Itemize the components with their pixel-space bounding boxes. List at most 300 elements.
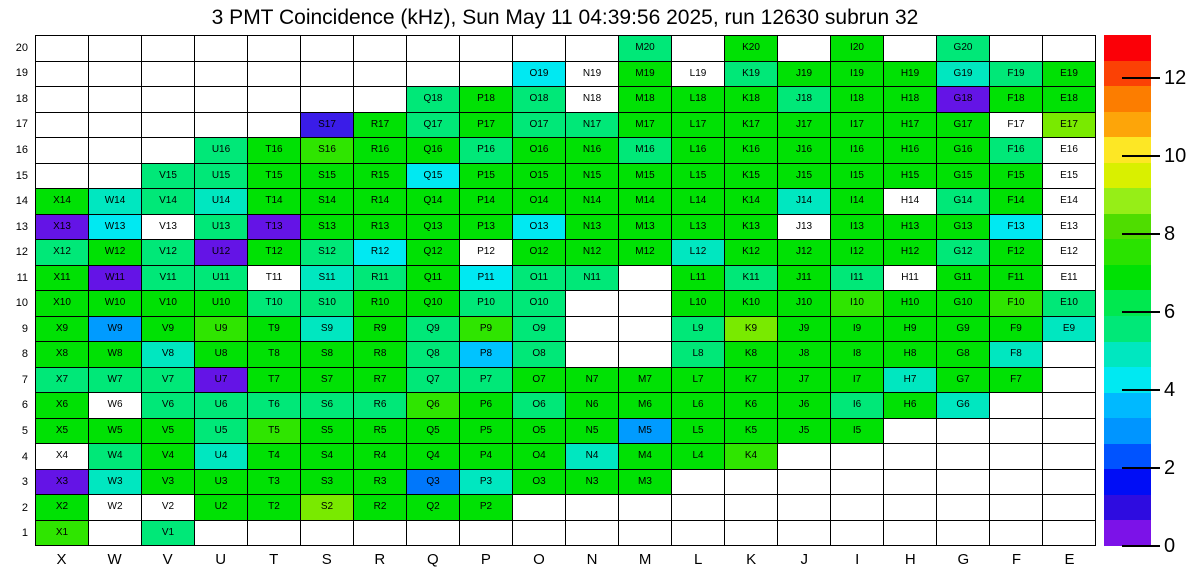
heatmap-cell: [142, 36, 194, 61]
colorbar-segment: [1104, 61, 1151, 87]
heatmap-cell: U2: [195, 495, 247, 520]
heatmap-cell: [407, 36, 459, 61]
colorbar-tick-line: [1122, 389, 1160, 391]
heatmap-cell: [248, 113, 300, 138]
heatmap-cell: X12: [36, 240, 88, 265]
heatmap-cell: W13: [89, 215, 141, 240]
heatmap-cell: [884, 470, 936, 495]
heatmap-cell: V7: [142, 368, 194, 393]
heatmap-cell: X7: [36, 368, 88, 393]
heatmap-cell: X11: [36, 266, 88, 291]
heatmap-cell: E15: [1043, 164, 1095, 189]
heatmap-cell: [195, 36, 247, 61]
heatmap-cell: N7: [566, 368, 618, 393]
column-label: V: [162, 551, 173, 568]
heatmap-cell: T13: [248, 215, 300, 240]
heatmap-cell: [407, 521, 459, 546]
heatmap-cell: O17: [513, 113, 565, 138]
heatmap-cell: O13: [513, 215, 565, 240]
heatmap-cell: I5: [831, 419, 883, 444]
colorbar-segment: [1104, 86, 1151, 112]
heatmap-cell: M5: [619, 419, 671, 444]
heatmap-cell: X8: [36, 342, 88, 367]
heatmap-cell: [1043, 368, 1095, 393]
heatmap-cell: [937, 521, 989, 546]
heatmap-cell: [566, 521, 618, 546]
heatmap-cell: T15: [248, 164, 300, 189]
heatmap-cell: V10: [142, 291, 194, 316]
colorbar-tick-line: [1122, 155, 1160, 157]
heatmap-cell: X13: [36, 215, 88, 240]
heatmap-cell: O14: [513, 189, 565, 214]
heatmap-cell: T14: [248, 189, 300, 214]
heatmap-cell: N5: [566, 419, 618, 444]
row-label: 14: [15, 195, 28, 208]
heatmap-cell: K20: [725, 36, 777, 61]
heatmap-cell: [142, 138, 194, 163]
heatmap-cell: K13: [725, 215, 777, 240]
heatmap-cell: [354, 521, 406, 546]
heatmap-cell: M20: [619, 36, 671, 61]
heatmap-cell: T16: [248, 138, 300, 163]
heatmap-cell: N15: [566, 164, 618, 189]
heatmap-cell: T2: [248, 495, 300, 520]
colorbar-tick-line: [1122, 77, 1160, 79]
heatmap-cell: [195, 113, 247, 138]
heatmap-cell: V15: [142, 164, 194, 189]
heatmap-cell: T8: [248, 342, 300, 367]
row-label: 20: [15, 41, 28, 54]
heatmap-cell: H8: [884, 342, 936, 367]
column-label: N: [586, 551, 598, 568]
heatmap-cell: M13: [619, 215, 671, 240]
heatmap-cell: [460, 521, 512, 546]
heatmap-cell: J13: [778, 215, 830, 240]
heatmap-cell: [725, 470, 777, 495]
heatmap-cell: O4: [513, 444, 565, 469]
heatmap-cell: P15: [460, 164, 512, 189]
heatmap-cell: N14: [566, 189, 618, 214]
heatmap-cell: I13: [831, 215, 883, 240]
heatmap-cell: R4: [354, 444, 406, 469]
heatmap-cell: I10: [831, 291, 883, 316]
colorbar-segment: [1104, 469, 1151, 495]
heatmap-cell: F12: [990, 240, 1042, 265]
heatmap-cell: [36, 36, 88, 61]
heatmap-cell: R5: [354, 419, 406, 444]
colorbar-segment: [1104, 316, 1151, 342]
heatmap-cell: K14: [725, 189, 777, 214]
column-label: L: [693, 551, 703, 568]
heatmap-cell: J16: [778, 138, 830, 163]
heatmap-cell: [301, 36, 353, 61]
heatmap-cell: S10: [301, 291, 353, 316]
heatmap-cell: [672, 495, 724, 520]
heatmap-cell: J17: [778, 113, 830, 138]
colorbar-segment: [1104, 393, 1151, 419]
heatmap-cell: G12: [937, 240, 989, 265]
heatmap-cell: Q16: [407, 138, 459, 163]
heatmap-cell: V14: [142, 189, 194, 214]
heatmap-cell: T4: [248, 444, 300, 469]
heatmap-cell: R16: [354, 138, 406, 163]
heatmap-cell: [990, 36, 1042, 61]
heatmap-cell: [778, 444, 830, 469]
heatmap-cell: L13: [672, 215, 724, 240]
column-label: R: [374, 551, 386, 568]
heatmap-cell: O18: [513, 87, 565, 112]
heatmap-cell: [36, 113, 88, 138]
heatmap-cell: I14: [831, 189, 883, 214]
heatmap-cell: [248, 521, 300, 546]
heatmap-cell: [990, 419, 1042, 444]
heatmap-cell: F15: [990, 164, 1042, 189]
heatmap-cell: Q14: [407, 189, 459, 214]
column-label: T: [269, 551, 279, 568]
row-label: 15: [15, 169, 28, 182]
row-label: 10: [15, 297, 28, 310]
heatmap-cell: [354, 62, 406, 87]
heatmap-cell: [990, 393, 1042, 418]
heatmap-cell: [460, 62, 512, 87]
heatmap-cell: J14: [778, 189, 830, 214]
heatmap-cell: P16: [460, 138, 512, 163]
heatmap-cell: L7: [672, 368, 724, 393]
heatmap-cell: [1043, 470, 1095, 495]
heatmap-cell: W8: [89, 342, 141, 367]
heatmap-cell: H7: [884, 368, 936, 393]
heatmap-cell: H12: [884, 240, 936, 265]
heatmap-cell: W10: [89, 291, 141, 316]
heatmap-cell: F8: [990, 342, 1042, 367]
heatmap-cell: G19: [937, 62, 989, 87]
heatmap-cell: R9: [354, 317, 406, 342]
heatmap-cell: H11: [884, 266, 936, 291]
heatmap-cell: P3: [460, 470, 512, 495]
heatmap-cell: I6: [831, 393, 883, 418]
heatmap-cell: X1: [36, 521, 88, 546]
heatmap-cell: F16: [990, 138, 1042, 163]
heatmap-cell: N18: [566, 87, 618, 112]
heatmap-cell: R15: [354, 164, 406, 189]
heatmap-cell: S6: [301, 393, 353, 418]
heatmap-cell: I17: [831, 113, 883, 138]
heatmap-cell: W7: [89, 368, 141, 393]
heatmap-cell: S2: [301, 495, 353, 520]
heatmap-cell: O5: [513, 419, 565, 444]
heatmap-cell: K17: [725, 113, 777, 138]
heatmap-cell: [566, 342, 618, 367]
heatmap-cell: P10: [460, 291, 512, 316]
heatmap-cell: [672, 36, 724, 61]
heatmap-cell: P9: [460, 317, 512, 342]
heatmap-cell: [937, 470, 989, 495]
column-label: O: [533, 551, 545, 568]
heatmap-cell: F7: [990, 368, 1042, 393]
heatmap-cell: G18: [937, 87, 989, 112]
heatmap-cell: L9: [672, 317, 724, 342]
heatmap-cell: [36, 164, 88, 189]
heatmap-cell: R8: [354, 342, 406, 367]
heatmap-cell: P18: [460, 87, 512, 112]
heatmap-cell: L16: [672, 138, 724, 163]
heatmap-cell: O7: [513, 368, 565, 393]
heatmap-cell: N12: [566, 240, 618, 265]
heatmap-cell: O10: [513, 291, 565, 316]
heatmap-cell: R17: [354, 113, 406, 138]
heatmap-cell: W6: [89, 393, 141, 418]
heatmap-cell: [831, 470, 883, 495]
heatmap-cell: Q7: [407, 368, 459, 393]
heatmap-cell: O15: [513, 164, 565, 189]
heatmap-cell: O6: [513, 393, 565, 418]
row-label: 5: [21, 425, 28, 438]
heatmap-cell: H16: [884, 138, 936, 163]
heatmap-cell: M12: [619, 240, 671, 265]
heatmap-cell: O11: [513, 266, 565, 291]
heatmap-cell: R2: [354, 495, 406, 520]
heatmap-cell: L14: [672, 189, 724, 214]
heatmap-cell: P14: [460, 189, 512, 214]
heatmap-cell: [301, 62, 353, 87]
heatmap-cell: N6: [566, 393, 618, 418]
heatmap-cell: L17: [672, 113, 724, 138]
heatmap-cell: J8: [778, 342, 830, 367]
heatmap-cell: L19: [672, 62, 724, 87]
heatmap-cell: [36, 138, 88, 163]
heatmap-cell: [248, 36, 300, 61]
heatmap-cell: [1043, 444, 1095, 469]
heatmap-cell: H10: [884, 291, 936, 316]
heatmap-cell: [884, 444, 936, 469]
heatmap-cell: [619, 266, 671, 291]
heatmap-cell: G13: [937, 215, 989, 240]
heatmap-cell: N16: [566, 138, 618, 163]
row-label: 2: [21, 501, 28, 514]
heatmap-cell: F17: [990, 113, 1042, 138]
heatmap-cell: E16: [1043, 138, 1095, 163]
heatmap-cell: J18: [778, 87, 830, 112]
heatmap-cell: V11: [142, 266, 194, 291]
colorbar-segment: [1104, 112, 1151, 138]
heatmap-cell: J10: [778, 291, 830, 316]
heatmap-cell: G17: [937, 113, 989, 138]
heatmap-cell: S9: [301, 317, 353, 342]
heatmap-cell: E18: [1043, 87, 1095, 112]
heatmap-cell: V1: [142, 521, 194, 546]
heatmap-cell: M7: [619, 368, 671, 393]
heatmap-cell: K5: [725, 419, 777, 444]
heatmap-cell: G8: [937, 342, 989, 367]
colorbar-segment: [1104, 137, 1151, 163]
heatmap-cell: [195, 521, 247, 546]
heatmap-cell: [619, 495, 671, 520]
heatmap-cell: H14: [884, 189, 936, 214]
heatmap-cell: Q5: [407, 419, 459, 444]
heatmap-cell: S4: [301, 444, 353, 469]
row-label: 17: [15, 118, 28, 131]
heatmap-cell: O9: [513, 317, 565, 342]
colorbar-tick-label: 6: [1164, 300, 1176, 323]
page-title: 3 PMT Coincidence (kHz), Sun May 11 04:39:56 2025, run 12630 subrun 32: [211, 6, 919, 29]
colorbar-tick-line: [1122, 467, 1160, 469]
colorbar-tick-label: 10: [1164, 144, 1187, 167]
heatmap-cell: M4: [619, 444, 671, 469]
colorbar-segment: [1104, 188, 1151, 214]
heatmap-cell: [566, 317, 618, 342]
column-label: U: [215, 551, 227, 568]
heatmap-cell: U14: [195, 189, 247, 214]
heatmap-cell: L8: [672, 342, 724, 367]
heatmap-cell: [513, 521, 565, 546]
column-label: P: [480, 551, 491, 568]
colorbar-tick-label: 2: [1164, 456, 1176, 479]
heatmap-cell: [884, 495, 936, 520]
colorbar-segment: [1104, 239, 1151, 265]
heatmap-cell: N13: [566, 215, 618, 240]
heatmap-cell: Q3: [407, 470, 459, 495]
heatmap-cell: T12: [248, 240, 300, 265]
heatmap-cell: S5: [301, 419, 353, 444]
heatmap-cell: Q8: [407, 342, 459, 367]
heatmap-cell: V4: [142, 444, 194, 469]
heatmap-cell: M6: [619, 393, 671, 418]
row-label: 19: [15, 67, 28, 80]
heatmap-cell: G11: [937, 266, 989, 291]
heatmap-cell: L12: [672, 240, 724, 265]
heatmap-cell: [672, 470, 724, 495]
heatmap-cell: [831, 521, 883, 546]
heatmap-cell: J12: [778, 240, 830, 265]
heatmap-cell: G7: [937, 368, 989, 393]
heatmap-cell: W14: [89, 189, 141, 214]
heatmap-cell: [89, 138, 141, 163]
heatmap-cell: H17: [884, 113, 936, 138]
colorbar-segment: [1104, 418, 1151, 444]
heatmap-cell: K18: [725, 87, 777, 112]
heatmap-cell: S7: [301, 368, 353, 393]
heatmap-cell: [884, 521, 936, 546]
row-label: 4: [21, 450, 28, 463]
heatmap-cell: N4: [566, 444, 618, 469]
heatmap-cell: G14: [937, 189, 989, 214]
heatmap-cell: [36, 87, 88, 112]
heatmap-cell: I9: [831, 317, 883, 342]
heatmap-cell: F13: [990, 215, 1042, 240]
heatmap-cell: X9: [36, 317, 88, 342]
heatmap-cell: F14: [990, 189, 1042, 214]
heatmap-cell: M3: [619, 470, 671, 495]
heatmap-cell: Q13: [407, 215, 459, 240]
heatmap-cell: E14: [1043, 189, 1095, 214]
heatmap-cell: K15: [725, 164, 777, 189]
heatmap-cell: K19: [725, 62, 777, 87]
heatmap-cell: F19: [990, 62, 1042, 87]
colorbar-tick-line: [1122, 233, 1160, 235]
heatmap-cell: M18: [619, 87, 671, 112]
row-label: 18: [15, 92, 28, 105]
heatmap-cell: W5: [89, 419, 141, 444]
heatmap-cell: H18: [884, 87, 936, 112]
heatmap-cell: [778, 495, 830, 520]
heatmap-cell: [619, 521, 671, 546]
heatmap-cell: O19: [513, 62, 565, 87]
heatmap-cell: M14: [619, 189, 671, 214]
heatmap-cell: I20: [831, 36, 883, 61]
heatmap-cell: [142, 62, 194, 87]
heatmap-cell: G15: [937, 164, 989, 189]
colorbar-segment: [1104, 520, 1151, 546]
heatmap-cell: [513, 36, 565, 61]
heatmap-cell: J6: [778, 393, 830, 418]
heatmap-cell: [990, 495, 1042, 520]
heatmap-cell: U9: [195, 317, 247, 342]
heatmap-cell: U11: [195, 266, 247, 291]
heatmap-cell: L10: [672, 291, 724, 316]
heatmap-cell: U13: [195, 215, 247, 240]
column-label: S: [321, 551, 332, 568]
heatmap-cell: H19: [884, 62, 936, 87]
heatmap-cell: L15: [672, 164, 724, 189]
heatmap-cell: U3: [195, 470, 247, 495]
heatmap-cell: [354, 36, 406, 61]
colorbar-segment: [1104, 214, 1151, 240]
heatmap-cell: P13: [460, 215, 512, 240]
heatmap-cell: [566, 495, 618, 520]
heatmap-cell: W12: [89, 240, 141, 265]
heatmap-cell: X4: [36, 444, 88, 469]
heatmap-cell: W3: [89, 470, 141, 495]
heatmap-cell: F10: [990, 291, 1042, 316]
heatmap-cell: Q6: [407, 393, 459, 418]
heatmap-cell: T6: [248, 393, 300, 418]
heatmap-cell: R11: [354, 266, 406, 291]
heatmap-cell: [89, 87, 141, 112]
heatmap-cell: G6: [937, 393, 989, 418]
heatmap-cell: H15: [884, 164, 936, 189]
heatmap-cell: Q10: [407, 291, 459, 316]
heatmap-cell: [990, 521, 1042, 546]
heatmap-cell: S14: [301, 189, 353, 214]
heatmap-cell: P7: [460, 368, 512, 393]
heatmap-cell: Q9: [407, 317, 459, 342]
heatmap-cell: G16: [937, 138, 989, 163]
heatmap-cell: [1043, 36, 1095, 61]
heatmap-cell: N19: [566, 62, 618, 87]
heatmap-cell: E10: [1043, 291, 1095, 316]
heatmap-cell: P12: [460, 240, 512, 265]
heatmap-cell: [1043, 521, 1095, 546]
heatmap-cell: X10: [36, 291, 88, 316]
heatmap-grid: [35, 35, 1096, 546]
column-label: X: [56, 551, 67, 568]
heatmap-cell: [778, 470, 830, 495]
heatmap-cell: [937, 444, 989, 469]
heatmap-cell: G10: [937, 291, 989, 316]
heatmap-cell: L11: [672, 266, 724, 291]
heatmap-cell: R7: [354, 368, 406, 393]
heatmap-cell: V8: [142, 342, 194, 367]
heatmap-cell: R6: [354, 393, 406, 418]
colorbar-segment: [1104, 342, 1151, 368]
column-label: M: [638, 551, 652, 568]
heatmap-cell: V13: [142, 215, 194, 240]
row-label: 11: [16, 271, 28, 284]
heatmap-cell: S8: [301, 342, 353, 367]
heatmap-cell: K12: [725, 240, 777, 265]
heatmap-cell: F9: [990, 317, 1042, 342]
heatmap-cell: S3: [301, 470, 353, 495]
